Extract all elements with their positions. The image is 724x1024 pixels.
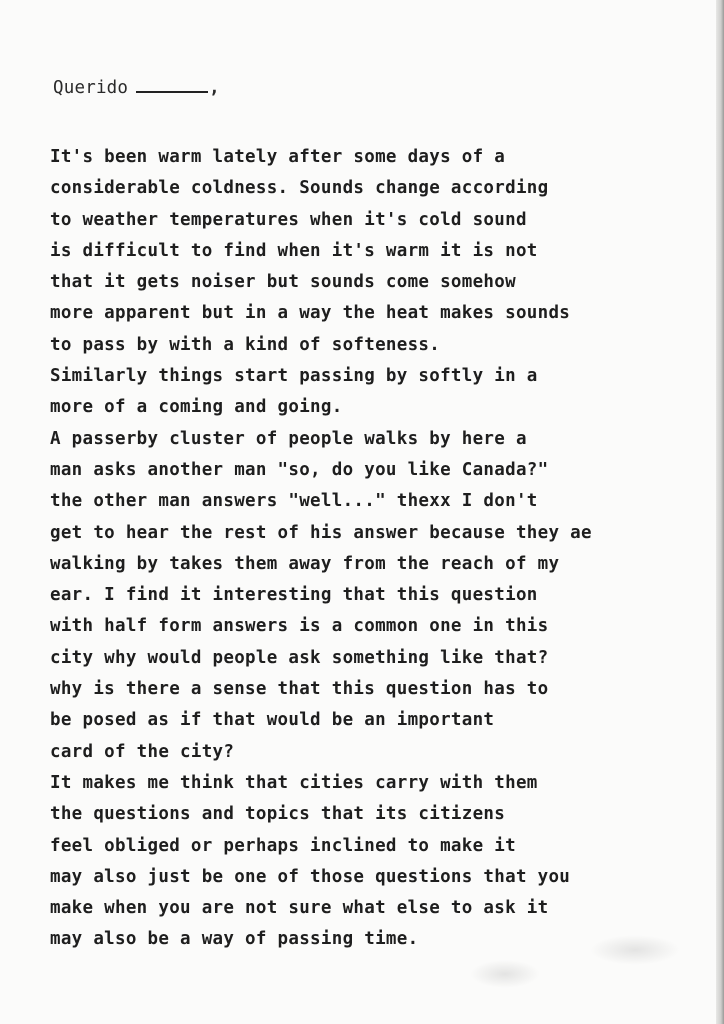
letter-line: Similarly things start passing by softly in a: [50, 366, 538, 387]
letter-line: may also just be one of those questions that you: [50, 866, 571, 887]
letter-line: man asks another man "so, do you like Canada?": [50, 459, 549, 480]
salutation-comma: ,: [209, 78, 220, 98]
paper-smudge: [590, 935, 680, 965]
salutation: [53, 78, 220, 98]
letter-line: get to hear the rest of his answer because they ae: [50, 522, 592, 543]
letter-body: [50, 142, 710, 956]
letter-line: that it gets noiser but sounds come somehow: [50, 272, 516, 293]
letter-line: why is there a sense that this question has to: [50, 679, 549, 700]
letter-line: the other man answers "well..." thexx I don't: [50, 491, 538, 512]
letter-line: may also be a way of passing time.: [50, 929, 419, 950]
letter-line: considerable coldness. Sounds change according: [50, 178, 549, 199]
salutation-text: Querido: [53, 78, 129, 98]
letter-line: It's been warm lately after some days of a: [50, 147, 506, 167]
paper-smudge: [470, 960, 540, 988]
letter-line: with half form answers is a common one in this: [50, 616, 549, 637]
letter-line: is difficult to find when it's warm it is not: [50, 240, 538, 261]
paper-edge-shadow: [716, 0, 724, 1024]
letter-line: more apparent but in a way the heat makes sounds: [50, 303, 571, 324]
letter-line: make when you are not sure what else to ask it: [50, 898, 549, 919]
letter-line: ear. I find it interesting that this question: [50, 585, 538, 606]
letter-line: walking by takes them away from the reach of my: [50, 553, 560, 574]
letter-line: card of the city?: [50, 741, 235, 762]
letter-line: A passerby cluster of people walks by here a: [50, 428, 527, 449]
letter-line: to weather temperatures when it's cold sound: [50, 209, 527, 230]
letter-line: to pass by with a kind of softeness.: [50, 334, 441, 355]
letter-line: the questions and topics that its citizens: [50, 804, 506, 825]
letter-line: city why would people ask something like that?: [50, 647, 549, 668]
letter-line: more of a coming and going.: [50, 397, 343, 418]
letter-line: feel obliged or perhaps inclined to make it: [50, 835, 516, 856]
recipient-blank-line: [136, 90, 208, 93]
letter-line: It makes me think that cities carry with them: [50, 772, 538, 793]
letter-line: be posed as if that would be an important: [50, 710, 495, 731]
